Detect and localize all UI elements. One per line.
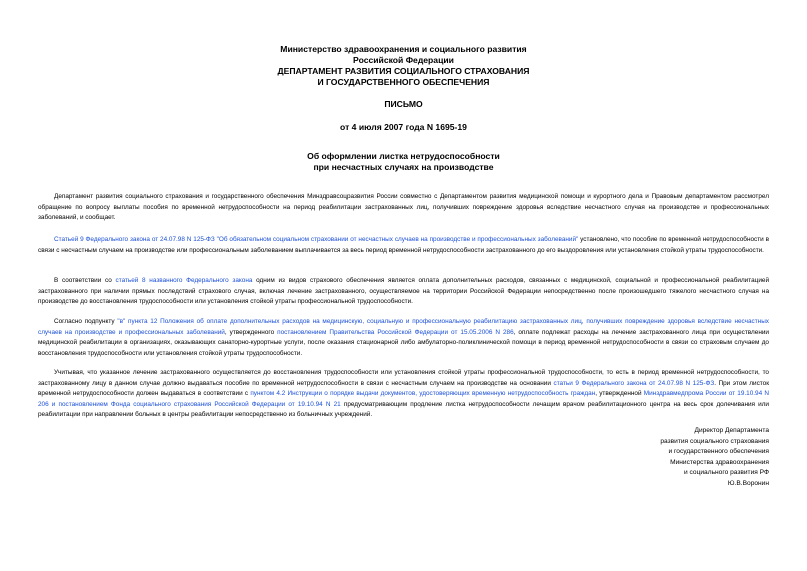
signer-name: Ю.В.Воронин [727, 479, 769, 487]
paragraph-text: Департамент развития социального страхования и государственного обеспечения Минздравсоцразвития России совместно с Департаментом развития медицинской помощи и курортного дела и Правовым департаментом рассмотрел обращение по вопросу выплаты пособия по временной нетрудоспособности на период реабилитации застрахованных лиц, получивших повреждение здоровья вследствие несчастного случая на производстве и профессиональных заболеваний, и сообщает. [38, 193, 769, 222]
paragraph-text: одним из видов страхового обеспечения является оплата дополнительных расходов, связанных с медицинской, социальной и профессиональной реабилитацией застрахованного при наличии прямых последствий страхового случая, включая лечение застрахованного, осуществляемое на территории Российской Федерации непосредственно после произошедшего тяжелого несчастного случая на производстве до восстановления трудоспособности или установления стойкой утраты профессиональной трудоспособности. [38, 277, 770, 306]
signer-title: Директор Департамента [694, 427, 769, 434]
regulation-clause-12-link[interactable]: "в" пункта 12 Положения об оплате дополнительных расходов на медицинскую, социальную и профессиональную реабилитацию застрахованных лиц, получивших повреждение здоровья вследствие несчастных случаев на производстве и профессиональных заболеваний [38, 318, 769, 336]
paragraph-text: предусматривающим продление листка нетрудоспособности лечащим врачом реабилитационного центра на весь срок долечивания или реабилитации при направлении больных в центры реабилитации непосредственно из больничных учреждений. [38, 400, 770, 419]
document-subject [0, 151, 807, 173]
instruction-clause-4-2-link[interactable]: пунктом 4.2 Инструкции о порядке выдачи документов, удостоверяющих временную нетрудоспособность граждан [250, 390, 596, 398]
paragraph-article-8 [38, 276, 769, 308]
ministry-country: Российской Федерации [353, 55, 454, 65]
document-header [0, 44, 807, 88]
paragraph-text: Учитывая, что указанное лечение застрахованного осуществляется до восстановления трудоспособности или установления стойкой утраты профессиональной трудоспособности, то есть в период временной нетрудоспособности, то застрахованному лицу в данном случае должно выдаваться пособие по временной нетрудоспособности в связи с несчастным случаем на производстве на основании [38, 369, 769, 387]
law-125fz-article-9-link[interactable]: Статьей 9 Федерального закона от 24.07.98 N 125-ФЗ "Об обязательном социальном страховании от несчастных случаев на производстве и профессиональных заболеваний" [54, 236, 579, 243]
signer-title: развития социального страхования [660, 437, 769, 445]
paragraph-text: В соответствии со [54, 277, 116, 284]
department-name-cont: И ГОСУДАРСТВЕННОГО ОБЕСПЕЧЕНИЯ [317, 77, 490, 87]
ministry-name: Министерство здравоохранения и социального развития [280, 44, 527, 54]
paragraph-intro [38, 192, 769, 224]
paragraph-text: , утвержденной [595, 390, 644, 398]
paragraph-text: . При этом листок временной нетрудоспособности должен выдаваться в соответствии с [38, 379, 769, 398]
paragraph-text: , утвержденного [224, 328, 278, 336]
government-decree-286-link[interactable]: постановлением Правительства Российской Федерации от 15.05.2006 N 286 [277, 328, 514, 336]
paragraph-text: , оплате подлежат расходы на лечение застрахованного лица при осуществлении медицинской реабилитации в организациях, оказывающих санаторно-курортные услуги, после оказания стационарной либо амбулаторно-поликлинической помощи в период временной нетрудоспособности в связи со страховым случаем до восстановления трудоспособности или установления стойкой утраты трудоспособности. [38, 328, 770, 357]
subject-line: Об оформлении листка нетрудоспособности [307, 151, 500, 161]
paragraph-regulation [38, 317, 769, 359]
law-125fz-article-9-link[interactable]: статьи 9 Федерального закона от 24.07.98 N 125-ФЗ [553, 379, 715, 387]
signer-title: и социального развития РФ [684, 469, 769, 476]
paragraph-article-9 [38, 235, 769, 256]
signer-title: и государственного обеспечения [668, 448, 769, 455]
paragraph-conclusion [38, 368, 769, 421]
subject-line: при несчастных случаях на производстве [313, 162, 494, 172]
paragraph-text: установлено, что пособие по временной нетрудоспособности в связи с несчастным случаем на производстве или профессиональным заболеванием выплачивается за весь период временной нетрудоспособности застрахованного до его выздоровления или установления стойкой утраты трудоспособности. [38, 236, 770, 254]
ministry-order-206-link[interactable]: Минздравмедпрома России от 19.10.94 N 206 и постановлением Фонда социального страхования Российской Федерации от 19.10.94 N 21 [38, 390, 770, 408]
signature-block [660, 426, 769, 489]
department-name: ДЕПАРТАМЕНТ РАЗВИТИЯ СОЦИАЛЬНОГО СТРАХОВАНИЯ [277, 66, 530, 76]
document-date-number: от 4 июля 2007 года N 1695-19 [340, 122, 467, 132]
signer-title: Министерства здравоохранения [670, 458, 769, 466]
document-type: ПИСЬМО [384, 99, 423, 109]
paragraph-text: Согласно подпункту [54, 318, 118, 325]
law-article-8-link[interactable]: статьей 8 названного Федерального закона [115, 277, 253, 284]
